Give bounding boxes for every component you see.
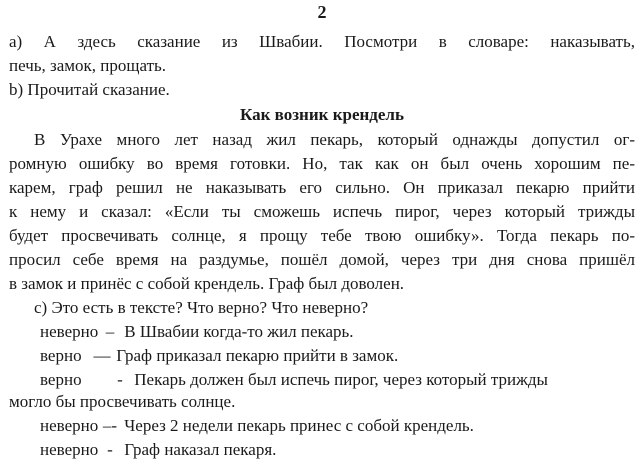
verdict-label: верно [40,370,82,389]
story-line-4: к нему и сказал: «Если ты сможешь испечь пирог, через который трижды [9,202,635,221]
story-line-1: В Урахе много лет назад жил пекарь, который однажды допустил ог- [34,130,635,149]
statement-text: В Швабии когда-то жил пекарь. [124,322,354,341]
dash: - [107,440,113,459]
verdict-label: неверно [40,322,99,341]
verdict-label: неверно [40,416,99,435]
task-a-line-1: а) А здесь сказание из Швабии. Посмотри в словаре: наказывать, [9,32,635,51]
story-title: Как возник крендель [240,105,404,124]
task-b: b) Прочитай сказание. [9,80,170,99]
dash: –- [102,416,118,435]
verdict-label: неверно [40,440,99,459]
statement-text: Граф приказал пекарю прийти в замок. [116,346,399,365]
page-number: 2 [317,2,327,22]
story-line-5: будет просвечивать солнце, я прощу тебе твою ошибку». Тогда пекарь по- [9,226,635,245]
task-c-question: с) Это есть в тексте? Что верно? Что неверно? [34,298,369,317]
statement-4 [40,415,474,437]
verdict-label: верно [40,346,82,365]
task-a-line-2: печь, замок, прощать. [9,56,167,75]
statement-text: Пекарь должен был испечь пирог, через который трижды [134,370,548,389]
statement-3 [40,369,548,391]
dash: - [117,370,123,389]
story-line-6: просил себе время на раздумье, пошёл домой, через три дня снова пришёл [9,250,635,269]
statement-2 [40,345,398,367]
story-line-2: ромную ошибку во время готовки. Но, так как он был очень хорошим пе- [9,154,635,173]
statement-text: Граф наказал пекаря. [124,440,277,459]
statement-text: Через 2 недели пекарь принес с собой крендель. [124,416,474,435]
story-line-7: в замок и принёс с собой крендель. Граф был доволен. [9,274,405,293]
statement-1 [40,321,354,343]
story-line-3: карем, граф решил не наказывать его сильно. Он приказал пекарю прийти [9,178,635,197]
dash: – [105,322,115,341]
dash: — [93,346,111,365]
statement-5 [40,439,276,461]
statement-3-continuation: могло бы просвечивать солнце. [9,392,236,411]
